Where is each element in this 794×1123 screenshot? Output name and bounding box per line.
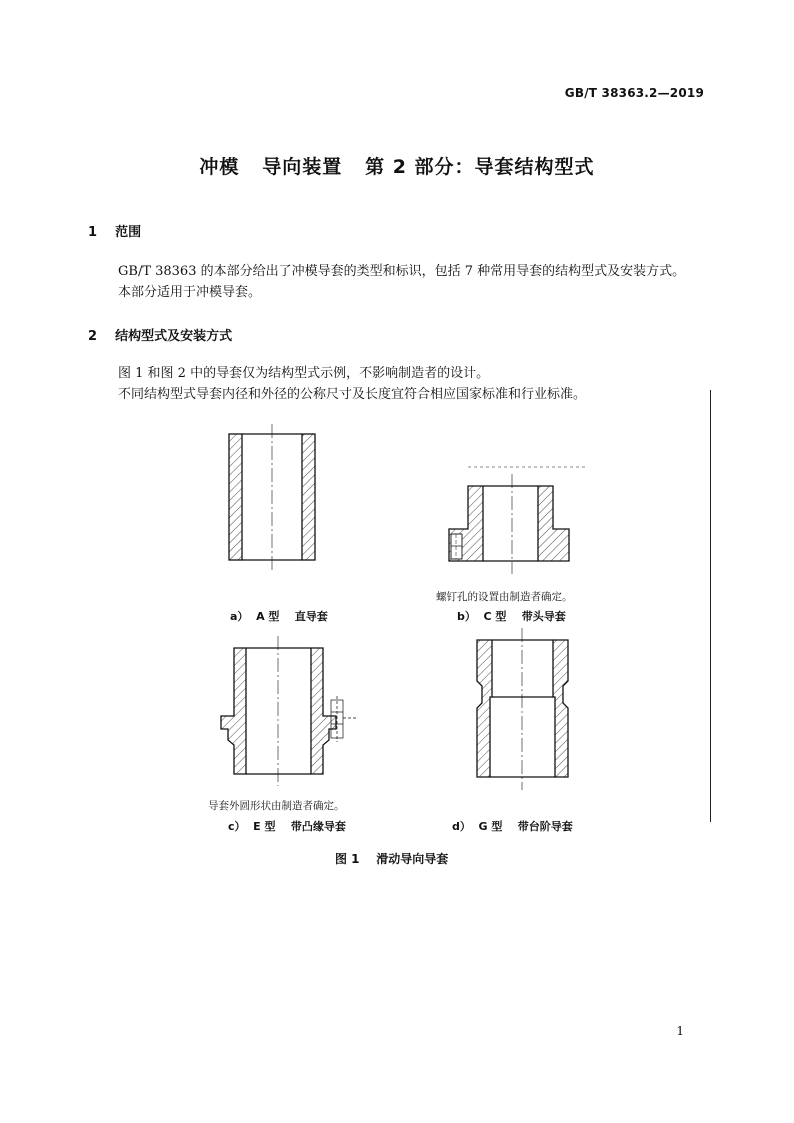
- type-a-right-wall: [302, 434, 315, 560]
- type-a-left-wall: [229, 434, 242, 560]
- section-1-paragraph-2: 本部分适用于冲模导套。: [118, 285, 262, 300]
- type-g-left-wall: [477, 640, 492, 777]
- type-c-caption: b） C 型 带头导套: [457, 610, 566, 623]
- type-e-caption: c） E 型 带凸缘导套: [228, 820, 346, 833]
- type-a-caption: a） A 型 直导套: [230, 610, 328, 623]
- document-title: 冲模 导向装置 第 2 部分：导套结构型式: [199, 156, 595, 178]
- section-1-paragraph-1: GB/T 38363 的本部分给出了冲模导套的类型和标识，包括 7 种常用导套的结构型式及安装方式。: [118, 264, 686, 279]
- type-e-left-wall: [221, 648, 246, 774]
- section-2-paragraph-1: 图 1 和图 2 中的导套仅为结构型式示例，不影响制造者的设计。: [118, 366, 490, 381]
- figure-1-caption: 图 1 滑动导向导套: [335, 852, 449, 866]
- section-2-paragraph-2: 不同结构型式导套内径和外径的公称尺寸及长度宜符合相应国家标准和行业标准。: [118, 387, 587, 402]
- section-1-number: 1: [88, 225, 98, 240]
- section-1-title: 范围: [115, 225, 142, 240]
- type-g-caption: d） G 型 带台阶导套: [452, 820, 573, 833]
- type-e-note: 导套外圆形状由制造者确定。: [208, 800, 345, 812]
- type-c-note: 螺钉孔的设置由制造者确定。: [436, 591, 573, 603]
- type-e-flange-bushing-drawing: [221, 636, 358, 786]
- type-e-right-wall: [311, 648, 336, 774]
- type-g-right-wall: [553, 640, 568, 777]
- section-2-title: 结构型式及安装方式: [115, 329, 233, 344]
- type-a-straight-bushing-drawing: [229, 424, 315, 572]
- type-c-head-bushing-drawing: [449, 467, 585, 574]
- type-g-stepped-bushing-drawing: [477, 628, 568, 790]
- section-2-number: 2: [88, 329, 98, 344]
- type-c-right-wall: [538, 486, 569, 561]
- page-number: 1: [676, 1024, 684, 1038]
- type-c-screw-hole: [451, 534, 462, 559]
- standard-code-header: GB/T 38363.2—2019: [564, 86, 704, 100]
